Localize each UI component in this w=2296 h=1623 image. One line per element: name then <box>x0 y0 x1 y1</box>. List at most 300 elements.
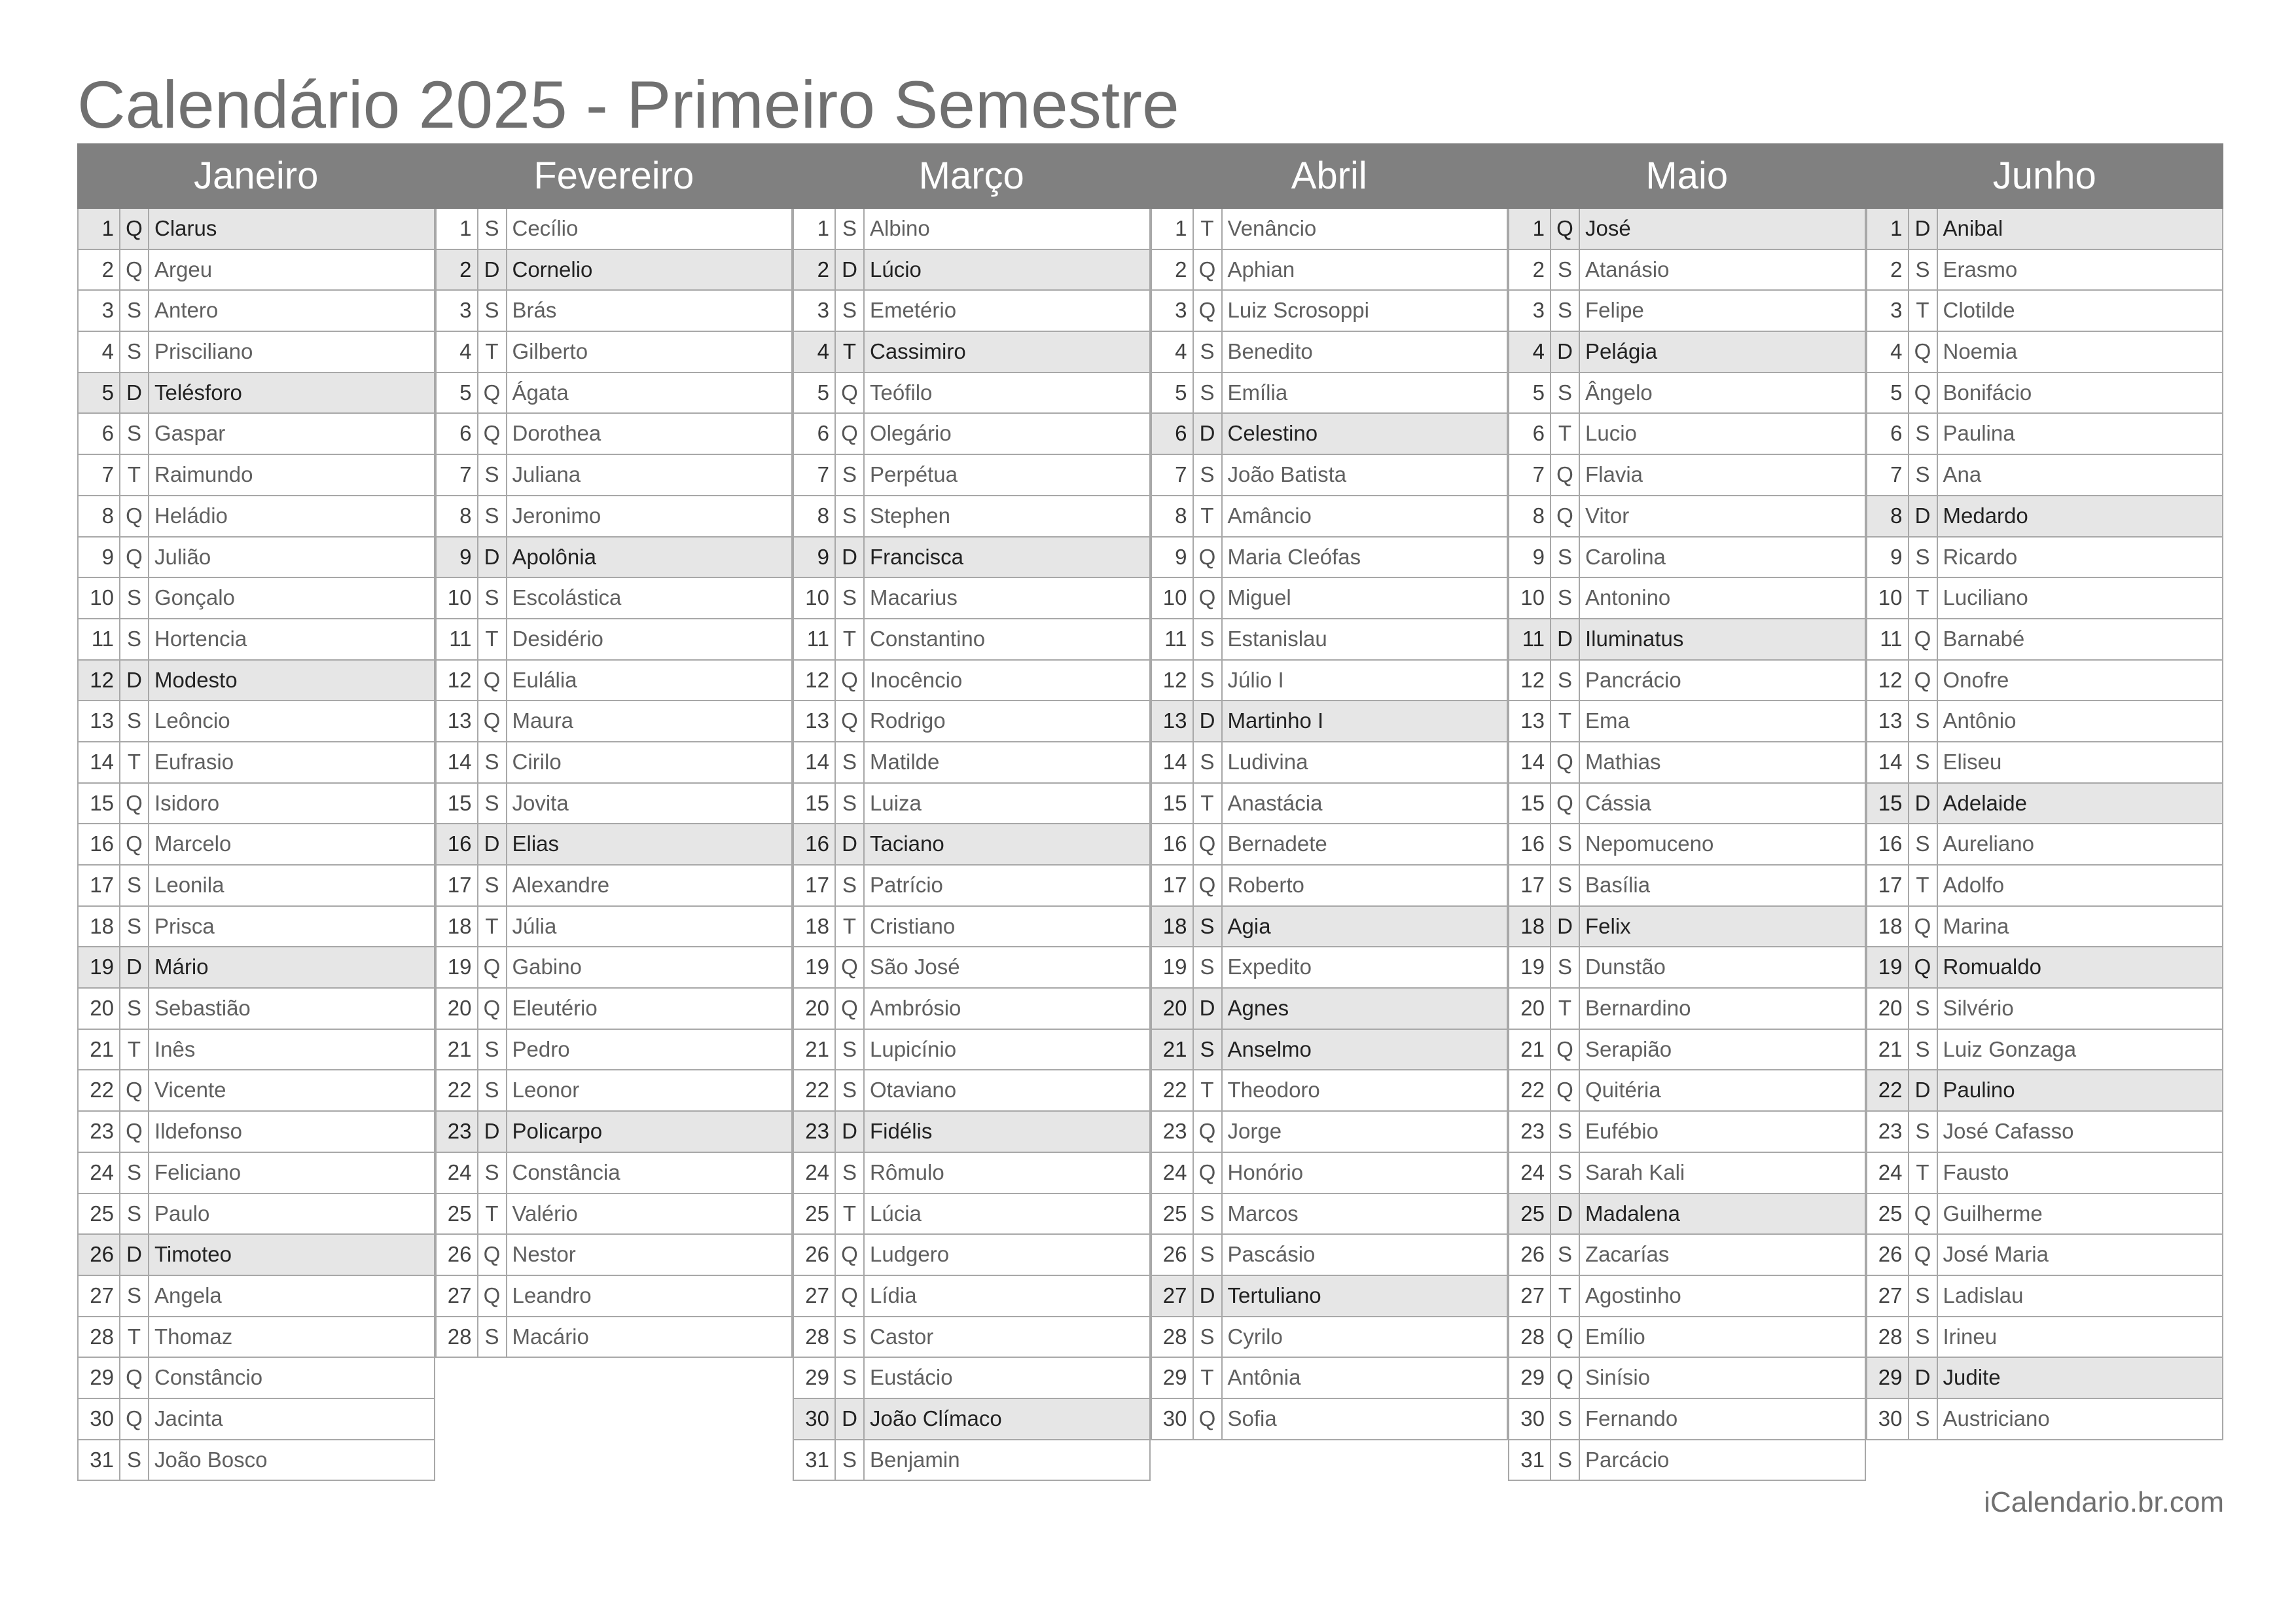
weekday-letter: S <box>120 619 149 659</box>
day-number: 18 <box>794 907 836 947</box>
saint-name: Cássia <box>1585 790 1651 815</box>
weekday-letter: D <box>1909 1070 1938 1110</box>
weekday-letter: S <box>1194 1317 1223 1357</box>
day-row <box>1509 250 1865 291</box>
saint-name: Austriciano <box>1943 1406 2050 1431</box>
weekday-letter: S <box>478 291 507 331</box>
day-row <box>1867 1235 2223 1276</box>
saint-name: Teófilo <box>870 380 933 405</box>
day-row <box>437 332 792 373</box>
saint-name: Paulina <box>1943 421 2015 446</box>
weekday-letter: D <box>120 373 149 413</box>
weekday-letter: Q <box>120 1358 149 1398</box>
day-number: 8 <box>437 496 478 536</box>
day-row <box>1152 619 1507 661</box>
day-row <box>1867 1070 2223 1112</box>
day-number: 20 <box>794 989 836 1029</box>
day-number: 23 <box>1509 1112 1551 1152</box>
day-row <box>1152 1153 1507 1194</box>
day-row <box>437 209 792 250</box>
day-row <box>794 250 1149 291</box>
weekday-letter: T <box>1909 866 1938 905</box>
saint-name: Martinho I <box>1227 708 1324 733</box>
saint-name: Felipe <box>1585 298 1644 323</box>
day-number: 21 <box>437 1030 478 1070</box>
day-number: 21 <box>1152 1030 1194 1070</box>
day-number: 9 <box>79 538 120 577</box>
weekday-letter: S <box>1194 619 1223 659</box>
weekday-letter: S <box>1909 1112 1938 1152</box>
day-number: 29 <box>79 1358 120 1398</box>
weekday-letter: S <box>1909 250 1938 290</box>
day-number: 17 <box>1867 866 1909 905</box>
saint-name: José Cafasso <box>1943 1119 2074 1144</box>
saint-name: Lupicínio <box>870 1036 957 1061</box>
day-row <box>437 947 792 989</box>
saint-name: Ambrósio <box>870 996 961 1021</box>
day-row <box>1152 1194 1507 1235</box>
saint-name: Pelágia <box>1585 339 1658 364</box>
day-number: 17 <box>1152 866 1194 905</box>
weekday-letter: S <box>836 742 865 782</box>
day-number: 10 <box>437 578 478 618</box>
day-row <box>1152 824 1507 866</box>
day-number: 23 <box>1867 1112 1909 1152</box>
saint-name: Mário <box>154 955 209 979</box>
weekday-letter: Q <box>836 661 865 701</box>
month-column-0 <box>77 143 435 1481</box>
weekday-letter: S <box>1194 332 1223 372</box>
weekday-letter: S <box>836 496 865 536</box>
weekday-letter: Q <box>1551 1070 1580 1110</box>
weekday-letter: Q <box>836 1276 865 1316</box>
day-row <box>79 824 434 866</box>
weekday-letter: Q <box>1551 1358 1580 1398</box>
weekday-letter: T <box>1551 414 1580 454</box>
day-row <box>437 455 792 496</box>
saint-name: Madalena <box>1585 1201 1680 1226</box>
saint-name: Telésforo <box>154 380 242 405</box>
day-number: 24 <box>1867 1153 1909 1193</box>
saint-name: Adelaide <box>1943 790 2027 815</box>
weekday-letter: Q <box>478 1276 507 1316</box>
saint-name: Erasmo <box>1943 257 2018 282</box>
day-number: 23 <box>794 1112 836 1152</box>
day-number: 19 <box>794 947 836 987</box>
weekday-letter: S <box>836 784 865 824</box>
day-row <box>794 1399 1149 1440</box>
weekday-letter: S <box>120 866 149 905</box>
weekday-letter: Q <box>1194 866 1223 905</box>
day-number: 15 <box>794 784 836 824</box>
weekday-letter: S <box>836 1358 865 1398</box>
day-row <box>794 373 1149 414</box>
day-row <box>437 1112 792 1153</box>
weekday-letter: S <box>120 701 149 741</box>
weekday-letter: D <box>1551 907 1580 947</box>
weekday-letter: S <box>1909 1317 1938 1357</box>
day-row <box>437 1317 792 1359</box>
day-row <box>1867 538 2223 579</box>
day-number: 3 <box>437 291 478 331</box>
weekday-letter: S <box>1194 661 1223 701</box>
day-row <box>1867 496 2223 538</box>
weekday-letter: Q <box>1551 1030 1580 1070</box>
day-number: 30 <box>794 1399 836 1439</box>
day-row <box>437 291 792 332</box>
day-number: 24 <box>1152 1153 1194 1193</box>
day-number: 12 <box>437 661 478 701</box>
weekday-letter: D <box>478 538 507 577</box>
saint-name: Antero <box>154 298 219 323</box>
day-number: 16 <box>794 824 836 864</box>
weekday-letter: S <box>478 1070 507 1110</box>
weekday-letter: Q <box>1194 1112 1223 1152</box>
saint-name: Feliciano <box>154 1159 242 1184</box>
weekday-letter: T <box>120 1030 149 1070</box>
day-number: 16 <box>1867 824 1909 864</box>
saint-name: Mathias <box>1585 749 1661 774</box>
weekday-letter: S <box>1194 742 1223 782</box>
weekday-letter: S <box>478 1153 507 1193</box>
day-number: 27 <box>437 1276 478 1316</box>
saint-name: Escolástica <box>512 585 622 610</box>
day-number: 18 <box>79 907 120 947</box>
day-number: 9 <box>794 538 836 577</box>
day-row <box>1509 455 1865 496</box>
weekday-letter: Q <box>478 701 507 741</box>
saint-name: Theodoro <box>1227 1078 1320 1103</box>
weekday-letter: S <box>120 1194 149 1234</box>
day-row <box>1152 701 1507 742</box>
saint-name: Ana <box>1943 462 1982 487</box>
saint-name: Lídia <box>870 1283 917 1307</box>
weekday-letter: D <box>836 250 865 290</box>
day-number: 17 <box>79 866 120 905</box>
weekday-letter: S <box>836 1440 865 1480</box>
day-row <box>794 866 1149 907</box>
day-row <box>79 1317 434 1359</box>
weekday-letter: Q <box>1909 661 1938 701</box>
day-number: 4 <box>79 332 120 372</box>
day-row <box>794 947 1149 989</box>
weekday-letter: T <box>478 619 507 659</box>
day-number: 2 <box>794 250 836 290</box>
day-number: 12 <box>794 661 836 701</box>
weekday-letter: Q <box>1551 455 1580 495</box>
weekday-letter: Q <box>836 414 865 454</box>
day-number: 3 <box>1509 291 1551 331</box>
saint-name: Hortencia <box>154 626 247 651</box>
saint-name: Marcos <box>1227 1201 1299 1226</box>
day-number: 21 <box>1509 1030 1551 1070</box>
day-row <box>1152 1070 1507 1112</box>
day-row <box>794 619 1149 661</box>
weekday-letter: Q <box>1909 947 1938 987</box>
day-number: 5 <box>1867 373 1909 413</box>
saint-name: Gaspar <box>154 421 226 446</box>
saint-name: Olegário <box>870 421 952 446</box>
day-number: 23 <box>437 1112 478 1152</box>
weekday-letter: Q <box>1551 784 1580 824</box>
day-row <box>1509 209 1865 250</box>
day-number: 24 <box>1509 1153 1551 1193</box>
weekday-letter: Q <box>1194 824 1223 864</box>
saint-name: Luiza <box>870 790 922 815</box>
saint-name: Amâncio <box>1227 503 1312 528</box>
day-row <box>79 1112 434 1153</box>
weekday-letter: S <box>836 455 865 495</box>
day-row <box>1867 824 2223 866</box>
day-number: 10 <box>794 578 836 618</box>
weekday-letter: S <box>1194 1030 1223 1070</box>
day-row <box>79 742 434 784</box>
day-row <box>794 907 1149 948</box>
day-number: 11 <box>437 619 478 659</box>
saint-name: Argeu <box>154 257 213 282</box>
day-number: 27 <box>794 1276 836 1316</box>
weekday-letter: Q <box>120 250 149 290</box>
saint-name: Elias <box>512 831 560 856</box>
day-number: 18 <box>1152 907 1194 947</box>
day-row <box>1152 989 1507 1030</box>
day-number: 11 <box>794 619 836 659</box>
saint-name: Nestor <box>512 1242 576 1267</box>
saint-name: Prisca <box>154 913 215 938</box>
weekday-letter: D <box>836 1112 865 1152</box>
saint-name: Maria Cleófas <box>1227 544 1361 569</box>
saint-name: Albino <box>870 216 930 240</box>
day-row <box>794 989 1149 1030</box>
saint-name: Jeronimo <box>512 503 601 528</box>
saint-name: Angela <box>154 1283 222 1307</box>
saint-name: Jacinta <box>154 1406 223 1431</box>
weekday-letter: S <box>836 866 865 905</box>
weekday-letter: S <box>1909 1030 1938 1070</box>
saint-name: Brás <box>512 298 557 323</box>
day-number: 30 <box>79 1399 120 1439</box>
day-number: 27 <box>79 1276 120 1316</box>
weekday-letter: S <box>1551 373 1580 413</box>
day-number: 15 <box>437 784 478 824</box>
day-row <box>1867 291 2223 332</box>
day-number: 12 <box>79 661 120 701</box>
saint-name: João Bosco <box>154 1447 268 1472</box>
day-row <box>79 1194 434 1235</box>
day-number: 2 <box>1152 250 1194 290</box>
day-row <box>437 824 792 866</box>
saint-name: Castor <box>870 1324 934 1349</box>
day-number: 20 <box>1152 989 1194 1029</box>
day-number: 25 <box>79 1194 120 1234</box>
day-row <box>1867 1276 2223 1317</box>
weekday-letter: S <box>1551 1235 1580 1275</box>
saint-name: Luciliano <box>1943 585 2028 610</box>
day-row <box>1509 742 1865 784</box>
weekday-letter: Q <box>120 824 149 864</box>
day-row <box>1509 373 1865 414</box>
weekday-letter: S <box>1909 455 1938 495</box>
weekday-letter: Q <box>1194 291 1223 331</box>
month-days <box>793 209 1151 1481</box>
saint-name: Bernadete <box>1227 831 1327 856</box>
day-row <box>794 538 1149 579</box>
day-row <box>1152 414 1507 455</box>
weekday-letter: S <box>478 866 507 905</box>
weekday-letter: Q <box>120 209 149 249</box>
day-number: 15 <box>1152 784 1194 824</box>
day-row <box>794 332 1149 373</box>
day-number: 18 <box>437 907 478 947</box>
day-row <box>1509 619 1865 661</box>
day-number: 28 <box>79 1317 120 1357</box>
day-number: 9 <box>437 538 478 577</box>
saint-name: Serapião <box>1585 1036 1672 1061</box>
day-row <box>794 824 1149 866</box>
day-number: 8 <box>79 496 120 536</box>
day-row <box>437 661 792 702</box>
day-row <box>437 1030 792 1071</box>
weekday-letter: D <box>1909 209 1938 249</box>
day-row <box>437 701 792 742</box>
day-number: 10 <box>79 578 120 618</box>
weekday-letter: T <box>1909 578 1938 618</box>
day-row <box>79 1030 434 1071</box>
weekday-letter: S <box>836 1070 865 1110</box>
day-number: 9 <box>1152 538 1194 577</box>
weekday-letter: S <box>1551 250 1580 290</box>
weekday-letter: S <box>1909 1399 1938 1439</box>
saint-name: Eliseu <box>1943 749 2002 774</box>
day-row <box>1509 578 1865 619</box>
day-row <box>1152 1030 1507 1071</box>
saint-name: Valério <box>512 1201 578 1226</box>
weekday-letter: Q <box>1909 332 1938 372</box>
weekday-letter: S <box>120 1153 149 1193</box>
day-row <box>1867 784 2223 825</box>
day-row <box>79 1358 434 1399</box>
day-row <box>79 455 434 496</box>
saint-name: Zacarías <box>1585 1242 1670 1267</box>
day-row <box>1152 578 1507 619</box>
day-number: 21 <box>794 1030 836 1070</box>
day-row <box>437 1194 792 1235</box>
day-row <box>1509 414 1865 455</box>
saint-name: Miguel <box>1227 585 1291 610</box>
day-number: 13 <box>79 701 120 741</box>
saint-name: Gilberto <box>512 339 588 364</box>
saint-name: Guilherme <box>1943 1201 2043 1226</box>
weekday-letter: T <box>478 1194 507 1234</box>
day-number: 13 <box>437 701 478 741</box>
day-row <box>794 661 1149 702</box>
day-row <box>1152 742 1507 784</box>
day-number: 25 <box>794 1194 836 1234</box>
saint-name: Luiz Scrosoppi <box>1227 298 1369 323</box>
day-row <box>1509 332 1865 373</box>
day-number: 11 <box>79 619 120 659</box>
day-row <box>1867 907 2223 948</box>
weekday-letter: S <box>478 455 507 495</box>
saint-name: João Clímaco <box>870 1406 1002 1431</box>
day-row <box>1509 1070 1865 1112</box>
saint-name: Lúcia <box>870 1201 922 1226</box>
saint-name: Ricardo <box>1943 544 2018 569</box>
saint-name: Eustácio <box>870 1365 953 1390</box>
saint-name: Lucio <box>1585 421 1637 446</box>
weekday-letter: Q <box>478 1235 507 1275</box>
day-row <box>1867 866 2223 907</box>
weekday-letter: S <box>1551 1112 1580 1152</box>
weekday-letter: S <box>1551 1153 1580 1193</box>
day-row <box>794 1112 1149 1153</box>
day-number: 26 <box>437 1235 478 1275</box>
day-row <box>1509 866 1865 907</box>
day-number: 7 <box>1867 455 1909 495</box>
day-number: 2 <box>79 250 120 290</box>
day-number: 17 <box>794 866 836 905</box>
saint-name: Antonino <box>1585 585 1671 610</box>
saint-name: Eufébio <box>1585 1119 1659 1144</box>
day-number: 28 <box>1152 1317 1194 1357</box>
saint-name: Atanásio <box>1585 257 1670 282</box>
day-row <box>79 701 434 742</box>
day-row <box>79 250 434 291</box>
day-row <box>1867 742 2223 784</box>
weekday-letter: S <box>1909 414 1938 454</box>
saint-name: Cassimiro <box>870 339 966 364</box>
weekday-letter: S <box>1909 824 1938 864</box>
day-row <box>1867 1194 2223 1235</box>
day-row <box>1152 1358 1507 1399</box>
weekday-letter: Q <box>120 1070 149 1110</box>
day-row <box>1152 1235 1507 1276</box>
saint-name: Otaviano <box>870 1078 957 1103</box>
weekday-letter: T <box>1551 989 1580 1029</box>
day-row <box>1867 1030 2223 1071</box>
day-row <box>1867 701 2223 742</box>
day-number: 13 <box>1867 701 1909 741</box>
day-row <box>794 496 1149 538</box>
day-number: 7 <box>437 455 478 495</box>
day-row <box>1152 907 1507 948</box>
saint-name: Onofre <box>1943 667 2009 692</box>
saint-name: Vitor <box>1585 503 1630 528</box>
day-row <box>79 947 434 989</box>
weekday-letter: S <box>1194 1194 1223 1234</box>
month-column-1 <box>435 143 793 1358</box>
saint-name: Emílio <box>1585 1324 1645 1349</box>
weekday-letter: S <box>836 1153 865 1193</box>
weekday-letter: T <box>1194 209 1223 249</box>
day-number: 22 <box>794 1070 836 1110</box>
weekday-letter: T <box>836 907 865 947</box>
day-number: 25 <box>437 1194 478 1234</box>
day-number: 1 <box>794 209 836 249</box>
day-row <box>794 291 1149 332</box>
day-number: 6 <box>794 414 836 454</box>
day-number: 14 <box>1509 742 1551 782</box>
day-row <box>794 1153 1149 1194</box>
day-row <box>79 538 434 579</box>
weekday-letter: T <box>1551 701 1580 741</box>
day-number: 2 <box>1509 250 1551 290</box>
saint-name: Anastácia <box>1227 790 1323 815</box>
day-number: 27 <box>1509 1276 1551 1316</box>
saint-name: Júlia <box>512 913 557 938</box>
day-row <box>437 373 792 414</box>
day-number: 15 <box>1867 784 1909 824</box>
